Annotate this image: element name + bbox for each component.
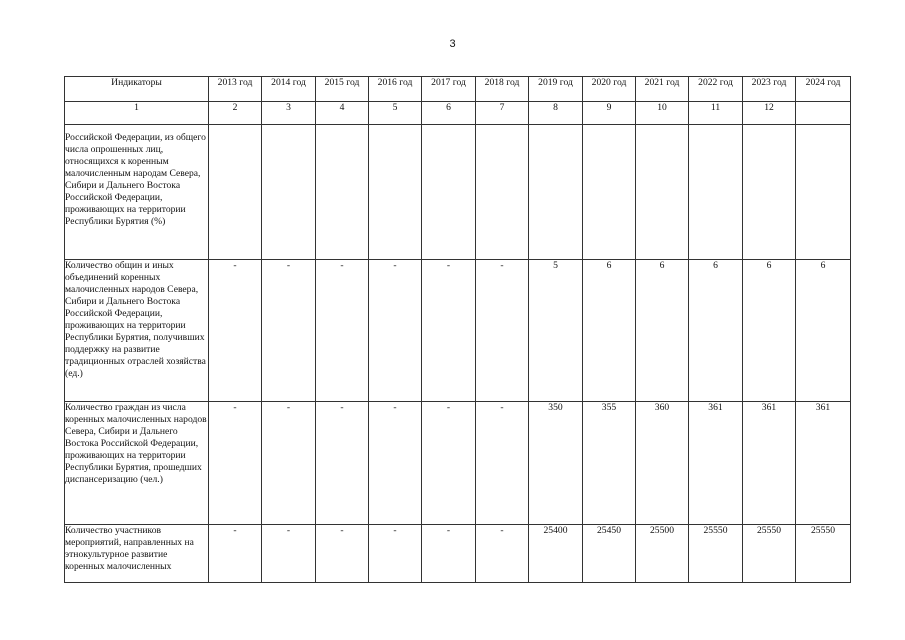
column-number: 4 (316, 102, 369, 125)
header-year-2024: 2024 год (796, 77, 851, 102)
value-cell: - (476, 260, 529, 402)
column-number: 10 (636, 102, 689, 125)
value-cell: - (262, 260, 316, 402)
value-cell (369, 125, 422, 260)
value-cell: - (209, 525, 262, 583)
column-number: 9 (583, 102, 636, 125)
value-cell: 6 (583, 260, 636, 402)
column-number: 11 (689, 102, 743, 125)
value-cell: - (422, 402, 476, 525)
indicator-name: Количество общин и иных объединений коренных малочисленных народов Севера, Сибири и Дальнего Востока Российской Федерации, проживающих на территории Республики Бурятия, получивших поддержку на развитие традиционных отраслей хозяйства (ед.) (65, 260, 209, 402)
value-cell: 361 (796, 402, 851, 525)
table-row (65, 260, 851, 402)
header-year-2016: 2016 год (369, 77, 422, 102)
value-cell: 6 (689, 260, 743, 402)
value-cell: - (316, 525, 369, 583)
page-number: 3 (449, 38, 456, 50)
indicators-table (64, 76, 851, 583)
value-cell: 355 (583, 402, 636, 525)
header-year-2022: 2022 год (689, 77, 743, 102)
value-cell: - (262, 525, 316, 583)
value-cell (316, 125, 369, 260)
column-number: 3 (262, 102, 316, 125)
header-year-2015: 2015 год (316, 77, 369, 102)
column-number-row (65, 102, 851, 125)
header-year-2018: 2018 год (476, 77, 529, 102)
value-cell: 350 (529, 402, 583, 525)
value-cell: 360 (636, 402, 689, 525)
value-cell: 361 (743, 402, 796, 525)
column-number: 1 (65, 102, 209, 125)
indicator-name: Количество граждан из числа коренных малочисленных народов Севера, Сибири и Дальнего Востока Российской Федерации, проживающих на территории Республики Бурятия, прошедших диспансеризацию (чел.) (65, 402, 209, 525)
value-cell (262, 125, 316, 260)
header-year-2023: 2023 год (743, 77, 796, 102)
column-number: 2 (209, 102, 262, 125)
value-cell (422, 125, 476, 260)
value-cell (529, 125, 583, 260)
value-cell: - (422, 260, 476, 402)
value-cell: - (369, 260, 422, 402)
value-cell (743, 125, 796, 260)
value-cell: 361 (689, 402, 743, 525)
value-cell (209, 125, 262, 260)
column-number: 8 (529, 102, 583, 125)
indicator-name: Количество участников мероприятий, направленных на этнокультурное развитие коренных малочисленных (65, 525, 209, 583)
indicator-name: Российской Федерации, из общего числа опрошенных лиц, относящихся к коренным малочисленным народам Севера, Сибири и Дальнего Востока Российской Федерации, проживающих на территории Республики Бурятия (%) (65, 125, 209, 260)
table-header-row (65, 77, 851, 102)
table-row (65, 525, 851, 583)
value-cell: 25550 (689, 525, 743, 583)
table-row (65, 125, 851, 260)
value-cell: 25550 (743, 525, 796, 583)
column-number: 6 (422, 102, 476, 125)
header-year-2020: 2020 год (583, 77, 636, 102)
value-cell: 25550 (796, 525, 851, 583)
value-cell: 25500 (636, 525, 689, 583)
value-cell: - (262, 402, 316, 525)
header-indicators: Индикаторы (65, 77, 209, 102)
header-year-2014: 2014 год (262, 77, 316, 102)
value-cell: 25400 (529, 525, 583, 583)
value-cell: - (476, 525, 529, 583)
value-cell (583, 125, 636, 260)
value-cell: - (369, 525, 422, 583)
value-cell (476, 125, 529, 260)
value-cell: 6 (636, 260, 689, 402)
header-year-2019: 2019 год (529, 77, 583, 102)
value-cell: - (316, 402, 369, 525)
header-year-2021: 2021 год (636, 77, 689, 102)
column-number: 7 (476, 102, 529, 125)
value-cell: - (209, 402, 262, 525)
value-cell: - (476, 402, 529, 525)
header-year-2017: 2017 год (422, 77, 476, 102)
value-cell (636, 125, 689, 260)
value-cell (689, 125, 743, 260)
header-year-2013: 2013 год (209, 77, 262, 102)
value-cell: 5 (529, 260, 583, 402)
column-number: 5 (369, 102, 422, 125)
value-cell (796, 125, 851, 260)
value-cell: - (209, 260, 262, 402)
column-number: 12 (743, 102, 796, 125)
value-cell: 25450 (583, 525, 636, 583)
table-row (65, 402, 851, 525)
column-number (796, 102, 851, 125)
value-cell: 6 (796, 260, 851, 402)
value-cell: - (422, 525, 476, 583)
value-cell: - (316, 260, 369, 402)
value-cell: 6 (743, 260, 796, 402)
value-cell: - (369, 402, 422, 525)
